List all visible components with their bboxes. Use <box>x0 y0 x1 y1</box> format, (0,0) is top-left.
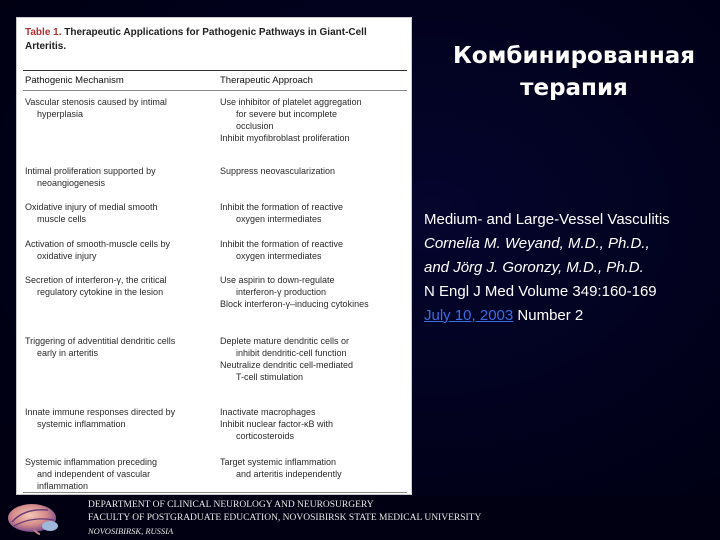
approach-line: occlusion <box>236 121 274 131</box>
approach-line: T-cell stimulation <box>236 372 304 382</box>
table-cell-mechanism <box>25 201 158 225</box>
table-bottom-rule <box>23 492 407 493</box>
mechanism-line: Vascular stenosis caused by intimal <box>25 97 167 107</box>
therapy-table <box>16 17 412 495</box>
approach-line: Block interferon-γ–inducing cytokines <box>220 299 369 309</box>
brain-logo-icon <box>4 500 64 536</box>
article-title: Medium- and Large-Vessel Vasculitis <box>424 211 670 228</box>
approach-line: Suppress neovascularization <box>220 166 336 176</box>
table-label: Table 1. <box>25 27 62 38</box>
mechanism-line: Oxidative injury of medial smooth <box>25 202 158 212</box>
approach-line: for severe but incomplete <box>236 109 338 119</box>
table-header-rule <box>23 90 407 91</box>
approach-line: Deplete mature dendritic cells or <box>220 336 350 346</box>
mechanism-line: muscle cells <box>37 214 87 224</box>
approach-line: Use aspirin to down-regulate <box>220 275 335 285</box>
article-date-line <box>424 304 720 328</box>
approach-line: interferon-γ production <box>236 287 327 297</box>
mechanism-line: hyperplasia <box>37 109 84 119</box>
table-cell-approach <box>220 165 335 177</box>
approach-line: Inhibit the formation of reactive <box>220 202 344 212</box>
approach-line: Inhibit nuclear factor-κB with <box>220 419 334 429</box>
footer-city: NOVOSIBIRSK, RUSSIA <box>88 526 174 536</box>
mechanism-line: and independent of vascular <box>37 469 151 479</box>
mechanism-line: systemic inflammation <box>37 419 126 429</box>
slide-headline <box>428 40 720 104</box>
approach-line: inhibit dendritic-cell function <box>236 348 347 358</box>
table-cell-approach <box>220 456 342 480</box>
mechanism-line: regulatory cytokine in the lesion <box>37 287 164 297</box>
mechanism-line: oxidative injury <box>37 251 97 261</box>
approach-line: oxygen intermediates <box>236 214 322 224</box>
headline-line-2: терапия <box>520 75 628 101</box>
mechanism-line: inflammation <box>37 481 89 491</box>
table-cell-mechanism <box>25 335 175 359</box>
approach-line: Inhibit myofibroblast proliferation <box>220 133 350 143</box>
approach-line: and arteritis independently <box>236 469 342 479</box>
approach-line: Inactivate macrophages <box>220 407 316 417</box>
footer-text <box>88 499 708 538</box>
table-top-rule <box>23 70 407 71</box>
table-cell-mechanism <box>25 238 170 262</box>
table-cell-approach <box>220 201 343 225</box>
table-cell-mechanism <box>25 165 156 189</box>
table-cell-approach <box>220 406 333 442</box>
article-authors-1: Cornelia M. Weyand, M.D., Ph.D., <box>424 235 650 252</box>
approach-line: oxygen intermediates <box>236 251 322 261</box>
mechanism-line: neoangiogenesis <box>37 178 106 188</box>
approach-line: Target systemic inflammation <box>220 457 337 467</box>
article-date-link[interactable]: July 10, 2003 <box>424 307 514 324</box>
table-title <box>25 26 405 54</box>
mechanism-line: Secretion of interferon-γ, the critical <box>25 275 167 285</box>
mechanism-line: Activation of smooth-muscle cells by <box>25 239 171 249</box>
mechanism-line: Intimal proliferation supported by <box>25 166 156 176</box>
article-reference <box>424 208 720 328</box>
article-number: Number 2 <box>513 307 584 324</box>
mechanism-line: early in arteritis <box>37 348 99 358</box>
table-title-text: Therapeutic Applications for Pathogenic Pathways in Giant-Cell <box>61 27 367 38</box>
footer-department: DEPARTMENT OF CLINICAL NEUROLOGY AND NEUROSURGERY <box>88 500 374 510</box>
table-cell-mechanism <box>25 406 175 430</box>
table-cell-mechanism <box>25 456 157 492</box>
table-title-continued: Arteritis. <box>25 41 67 52</box>
article-authors-2: and Jörg J. Goronzy, M.D., Ph.D. <box>424 259 644 276</box>
approach-line: corticosteroids <box>236 431 295 441</box>
column-header-approach: Therapeutic Approach <box>220 75 313 86</box>
table-cell-approach <box>220 96 362 144</box>
article-journal: N Engl J Med Volume 349:160-169 <box>424 283 657 300</box>
table-cell-mechanism <box>25 274 167 298</box>
table-cell-approach <box>220 335 353 383</box>
table-cell-approach <box>220 274 369 310</box>
column-header-mechanism: Pathogenic Mechanism <box>25 75 124 86</box>
approach-line: Use inhibitor of platelet aggregation <box>220 97 362 107</box>
mechanism-line: Triggering of adventitial dendritic cells <box>25 336 176 346</box>
table-cell-mechanism <box>25 96 167 120</box>
approach-line: Inhibit the formation of reactive <box>220 239 344 249</box>
approach-line: Neutralize dendritic cell-mediated <box>220 360 354 370</box>
table-cell-approach <box>220 238 343 262</box>
headline-line-1: Комбинированная <box>453 43 695 69</box>
mechanism-line: Innate immune responses directed by <box>25 407 176 417</box>
mechanism-line: Systemic inflammation preceding <box>25 457 158 467</box>
footer-faculty: FACULTY OF POSTGRADUATE EDUCATION, NOVOSIBIRSK STATE MEDICAL UNIVERSITY <box>88 513 482 523</box>
